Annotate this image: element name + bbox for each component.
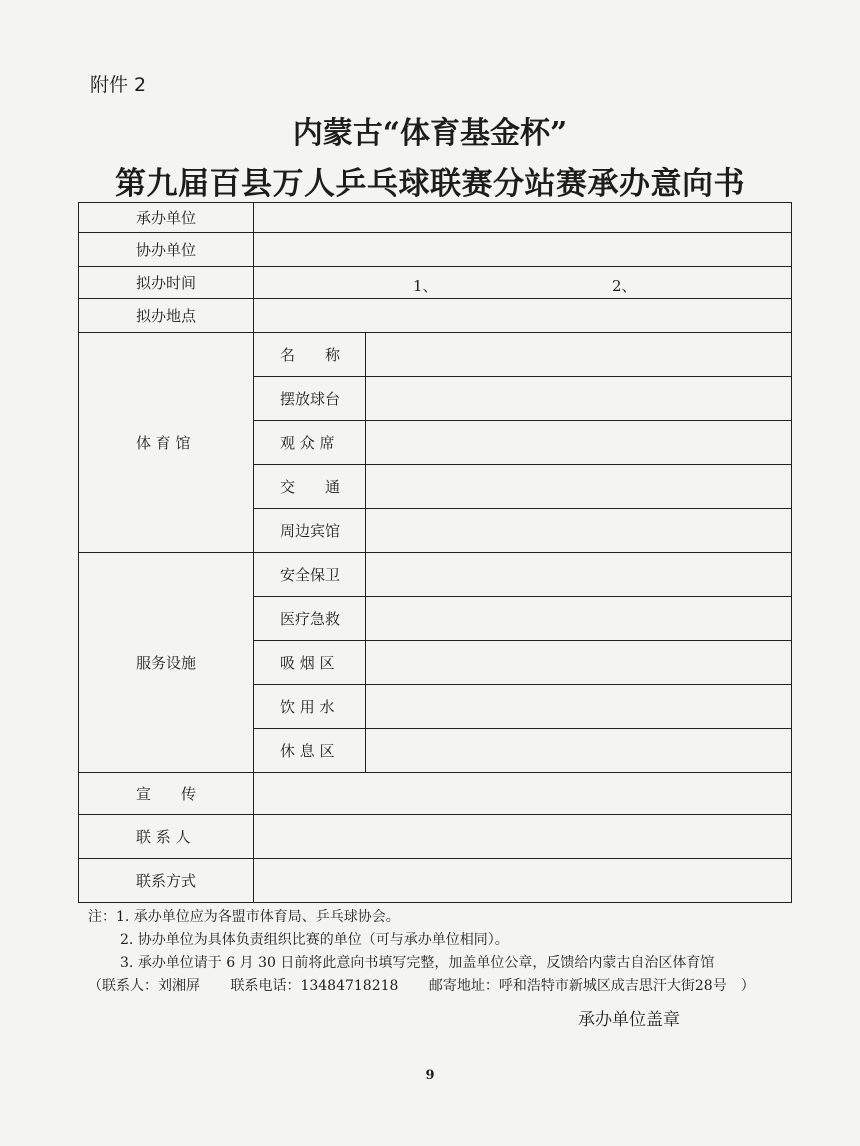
service-item-label: 饮 用 水: [254, 685, 366, 729]
notes-block: [88, 906, 788, 998]
gym-item-label: 名 称: [254, 333, 366, 377]
co-unit-field[interactable]: [254, 233, 792, 267]
co-unit-label: 协办单位: [79, 233, 254, 267]
publicity-field[interactable]: [254, 773, 792, 815]
smoking-area-field[interactable]: [366, 641, 792, 685]
intent-form-table: [78, 202, 792, 903]
contact-method-label: 联系方式: [79, 859, 254, 903]
service-item-label: 休 息 区: [254, 729, 366, 773]
drinking-water-field[interactable]: [366, 685, 792, 729]
publicity-label: 宣 传: [79, 773, 254, 815]
gym-seats-field[interactable]: [366, 421, 792, 465]
host-unit-label: 承办单位: [79, 203, 254, 233]
gym-item-label: 摆放球台: [254, 377, 366, 421]
title-line-1: 内蒙古“体育基金杯”: [292, 116, 568, 151]
note-1: 注：1. 承办单位应为各盟市体育局、乒乓球协会。: [88, 909, 400, 925]
seal-label: 承办单位盖章: [578, 1010, 680, 1030]
host-unit-field[interactable]: [254, 203, 792, 233]
planned-time-label: 拟办时间: [79, 267, 254, 299]
medical-field[interactable]: [366, 597, 792, 641]
gym-item-label: 周边宾馆: [254, 509, 366, 553]
gym-hotels-field[interactable]: [366, 509, 792, 553]
planned-venue-field[interactable]: [254, 299, 792, 333]
planned-venue-label: 拟办地点: [79, 299, 254, 333]
contact-person-label: 联 系 人: [79, 815, 254, 859]
time-slot-1: 1、: [413, 277, 438, 295]
gym-item-label: 交 通: [254, 465, 366, 509]
contact-method-field[interactable]: [254, 859, 792, 903]
service-label: 服务设施: [79, 553, 254, 773]
note-3: 3. 承办单位请于 6 月 30 日前将此意向书填写完整，加盖单位公章，反馈给内蒙古自治区体育馆: [120, 955, 715, 971]
contact-person: （联系人：刘湘屏: [88, 978, 200, 994]
gym-name-field[interactable]: [366, 333, 792, 377]
gym-traffic-field[interactable]: [366, 465, 792, 509]
service-item-label: 吸 烟 区: [254, 641, 366, 685]
gym-item-label: 观 众 席: [254, 421, 366, 465]
page-number: 9: [425, 1068, 435, 1083]
contact-person-field[interactable]: [254, 815, 792, 859]
rest-area-field[interactable]: [366, 729, 792, 773]
service-item-label: 安全保卫: [254, 553, 366, 597]
title-line-2: 第九届百县万人乒乓球联赛分站赛承办意向书: [115, 166, 745, 202]
planned-time-field[interactable]: [254, 267, 792, 299]
contact-address: 邮寄地址：呼和浩特市新城区成吉思汗大街28号 ）: [428, 978, 755, 994]
contact-phone: 联系电话：13484718218: [230, 978, 399, 994]
attachment-label: 附件 2: [90, 74, 147, 96]
security-field[interactable]: [366, 553, 792, 597]
time-slot-2: 2、: [612, 277, 637, 295]
gym-tables-field[interactable]: [366, 377, 792, 421]
contact-line: [88, 975, 788, 998]
note-2: 2. 协办单位为具体负责组织比赛的单位（可与承办单位相同）。: [120, 932, 509, 948]
gym-label: 体 育 馆: [79, 333, 254, 553]
service-item-label: 医疗急救: [254, 597, 366, 641]
